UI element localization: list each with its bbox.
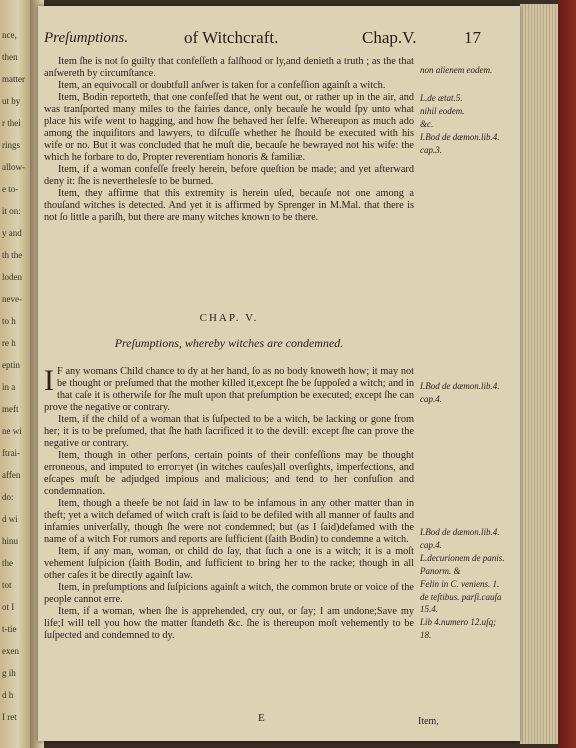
paragraph: Item, Bodin reporteth, that one confeſſed that he went out, or rather up in the air, and was tranſported many miles to the fairies dance, only becauſe he would ſpy unto what place his wife went to hagging, and how ſhe behaved her ſelfe. Whereupon as much ado among the inquiſitors and lawyers, to diſcuſſe whether he ſhould be executed with his wife or no. But it was concluded that he muſt die, becauſe he bewrayed not his wife: the which he forbare to do, Propter reverentiam honoris & familiæ. (44, 92, 414, 163)
margin-note: &c. (420, 119, 434, 129)
margin-note: de teſtibus. parſi.cauſa 15.4. (420, 592, 502, 614)
page-stack-edge (520, 4, 560, 744)
paragraph: Item, if a woman confeſſe freely herein, before queſtion be made; and yet afterward deny it: ſhe is neverthelesſe to be burned. (44, 164, 414, 187)
book-page (38, 6, 520, 741)
margin-note: I.Bod de dæmon.lib.4. (420, 132, 500, 142)
paragraph: Item, though a theefe be not ſaid in law to be infamous in any other matter than in theft; yet a witch defamed of witch craft is ſaid to be defiled with all manner of faults and infamies univerſally, though ſhe were not condemned; but (as I ſaid)defamed with the name of a witch For rumors and reports are ſufficient (ſaith Bodin) to condemne a witch. (44, 498, 414, 545)
margin-note: I.Bod de dæmon.lib.4. (420, 527, 500, 537)
facing-page-fragment: d h (2, 690, 14, 700)
facing-page-fragment: e to- (2, 184, 19, 194)
facing-page-fragment: do: (2, 492, 14, 502)
paragraph: F any womans Child chance to dy at her hand, ſo as no body knoweth how; it may not be thought or preſumed that the mother killed it,except ſhe be ſuppoſed a witch; and in that caſe it is otherwiſe for ſhe muſt upon that preſumption be executed; except ſhe can prove the negative or contrary. (44, 366, 414, 413)
margin-notes-middle (420, 380, 516, 406)
signature-mark: E (258, 712, 265, 724)
facing-page-fragment: eptin (2, 360, 20, 370)
facing-page-fragment: t-tie (2, 624, 17, 634)
margin-note: nihil eodem. (420, 106, 465, 116)
running-title: Preſumptions. (44, 30, 129, 46)
facing-page-fragment: then (2, 52, 18, 62)
margin-note: cap.4. (420, 540, 442, 550)
chapter-subtitle: Preſumptions, whereby witches are condemned. (114, 336, 344, 350)
facing-page-fragment: y and (2, 228, 22, 238)
paragraph: Item, they affirme that this extremity is herein uſed, becauſe not one among a thouſand witches is detected. And yet it is affirmed by Sprenger in M.Mal. that there is not ſo little a pariſh, but there are many witches known to be there. (44, 188, 414, 223)
body-text-bottom (44, 366, 414, 642)
catchword: Item, (418, 716, 439, 727)
facing-page-fragment: neve- (2, 294, 22, 304)
facing-page-fragment: tot (2, 580, 12, 590)
facing-page-fragment: ftrai- (2, 448, 20, 458)
margin-note: non alienem eodem. (420, 65, 493, 75)
paragraph: Item, an equivocall or doubtfull anſwer is taken for a confeſſion againſt a witch. (58, 80, 386, 91)
facing-page-fragment: ot I (2, 602, 15, 612)
facing-page-fragment: d wi (2, 514, 18, 524)
paragraph: Item, if any man, woman, or child do ſay, that ſuch a one is a witch; it is a moſt vehement ſuſpicion (ſaith Bodin, and ſufficient to bring her to the racke; though in all other caſes it be directly againſt law. (44, 546, 414, 581)
paragraph: Item, though in other perſons, certain points of their confeſſions may be thought erroneous, and imputed to error:yet (in witches cauſes)all overſights, imperfections, and eſcapes muſt be adjudged impious and malicious; and tend to her confuſion and condemnation. (44, 450, 414, 497)
facing-page-fragment: rings (2, 140, 20, 150)
facing-page-fragment: to h (2, 316, 16, 326)
paragraph: Item, if a woman, when ſhe is apprehended, cry out, or ſay; I am undone;Save my life;I will tell you how the matter ſtandeth &c. ſhe is thereupon moſt vehemently to be ſuſpected and condemned to dy. (44, 606, 414, 641)
page-header (44, 28, 514, 54)
margin-note: Felin in C. veniens. 1. (420, 579, 500, 589)
facing-page-edge (0, 0, 30, 748)
facing-page-fragment: the (2, 558, 13, 568)
facing-page-fragment: re h (2, 338, 16, 348)
paragraph: Item, in preſumptions and ſuſpicions againſt a witch, the common brute or voice of the people cannot erre. (44, 582, 414, 605)
book-title: of Witchcraft. (184, 28, 279, 47)
facing-page-fragment: exen (2, 646, 19, 656)
chapter-heading: CHAP. V. (199, 312, 259, 324)
facing-page-fragment: in a (2, 382, 16, 392)
facing-page-fragment: r thei (2, 118, 21, 128)
chapter-label: Chap.V. (362, 28, 417, 47)
facing-page-fragment: meft (2, 404, 19, 414)
facing-page-fragment: ut by (2, 96, 21, 106)
margin-note: 18. (420, 630, 432, 640)
facing-page-fragment: g ih (2, 668, 16, 678)
facing-page-fragment: th the (2, 250, 23, 260)
facing-page-fragment: I ret (2, 712, 17, 722)
page-number: 17 (464, 28, 481, 47)
margin-note: cap.4. (420, 394, 442, 404)
drop-capital: I (44, 364, 54, 397)
margin-notes-bottom (420, 526, 516, 642)
margin-note: cap.3. (420, 145, 442, 155)
body-text-top (44, 56, 414, 224)
margin-note: Panorm. & (420, 566, 461, 576)
margin-note: I.Bod de dæmon.lib.4. (420, 381, 500, 391)
paragraph: Item ſhe is not ſo guilty that confeſſeth a falſhood or ly,and denieth a truth ; as the that anſwereth by circumſtance. (44, 56, 414, 79)
book-cover (558, 0, 576, 748)
margin-note: L.decurionem de panis. (420, 553, 505, 563)
margin-note: Lib 4.numero 12.uſq; (420, 617, 497, 627)
margin-notes-top (420, 64, 516, 157)
facing-page-fragment: it on: (2, 206, 21, 216)
paragraph: Item, if the child of a woman that is ſuſpected to be a witch, be lacking or gone from her; it is to be preſumed, that ſhe hath ſacrificed it to the devill: except ſhe can prove the negative or contrary. (44, 414, 414, 449)
margin-note: L.de ætat.5. (420, 93, 463, 103)
facing-page-fragment: loden (2, 272, 22, 282)
facing-page-fragment: nce, (2, 30, 17, 40)
facing-page-fragment: ne wi (2, 426, 22, 436)
facing-page-fragment: hinu (2, 536, 19, 546)
facing-page-fragment: affen (2, 470, 21, 480)
facing-page-fragment: allow- (2, 162, 25, 172)
facing-page-fragment: matter (2, 74, 25, 84)
